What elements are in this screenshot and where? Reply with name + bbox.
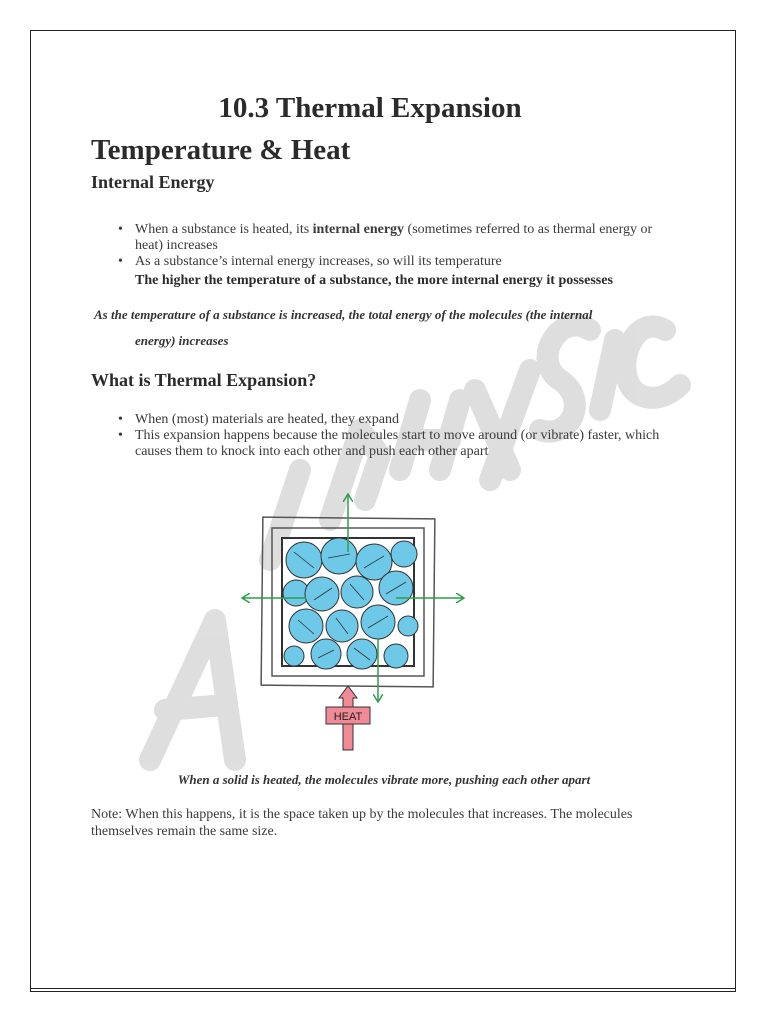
molecule xyxy=(289,609,323,643)
internal-energy-list xyxy=(118,222,678,270)
molecule xyxy=(305,577,339,611)
subsection-title: Internal Energy xyxy=(91,172,215,192)
heat-label: HEAT xyxy=(333,711,363,723)
bullet-text-start: When a substance is heated, its xyxy=(135,222,313,237)
bullet-text-end: (sometimes referred to as thermal energy or heat) increases xyxy=(135,222,653,253)
thermal-expansion-diagram xyxy=(236,488,476,758)
bullet-text: As a substance’s internal energy increases, so will its temperature xyxy=(135,254,502,269)
molecule xyxy=(284,646,304,666)
bullet-icon: • xyxy=(118,254,123,269)
molecule xyxy=(391,541,417,567)
italic-statement-line2: energy) increases xyxy=(135,333,229,348)
bullet-text: When (most) materials are heated, they expand xyxy=(135,412,399,427)
thermal-expansion-list xyxy=(118,412,678,460)
list-item xyxy=(118,254,678,270)
section-title: Temperature & Heat xyxy=(91,134,351,166)
bullet-icon: • xyxy=(118,222,123,237)
molecule xyxy=(384,644,408,668)
list-item xyxy=(118,412,678,428)
italic-statement-line1: As the temperature of a substance is increased, the total energy of the molecules (the internal xyxy=(94,307,593,322)
bullet-icon: • xyxy=(118,412,123,427)
bullet-icon: • xyxy=(118,428,123,443)
main-title: 10.3 Thermal Expansion xyxy=(218,92,522,124)
note-paragraph: Note: When this happens, it is the space taken up by the molecules that increases. The molecules themselves remain the same size. xyxy=(91,807,633,839)
list-item xyxy=(118,428,678,460)
thermal-expansion-heading: What is Thermal Expansion? xyxy=(91,370,317,390)
diagram-caption: When a solid is heated, the molecules vibrate more, pushing each other apart xyxy=(177,772,591,787)
molecule xyxy=(398,616,418,636)
list-item xyxy=(118,222,678,254)
bullet-text: This expansion happens because the molecules start to move around (or vibrate) faster, which causes them to knock into each other and push each other apart xyxy=(135,428,660,459)
key-statement: The higher the temperature of a substance, the more internal energy it possesses xyxy=(135,273,613,288)
bullet-bold-term: internal energy xyxy=(312,222,405,237)
